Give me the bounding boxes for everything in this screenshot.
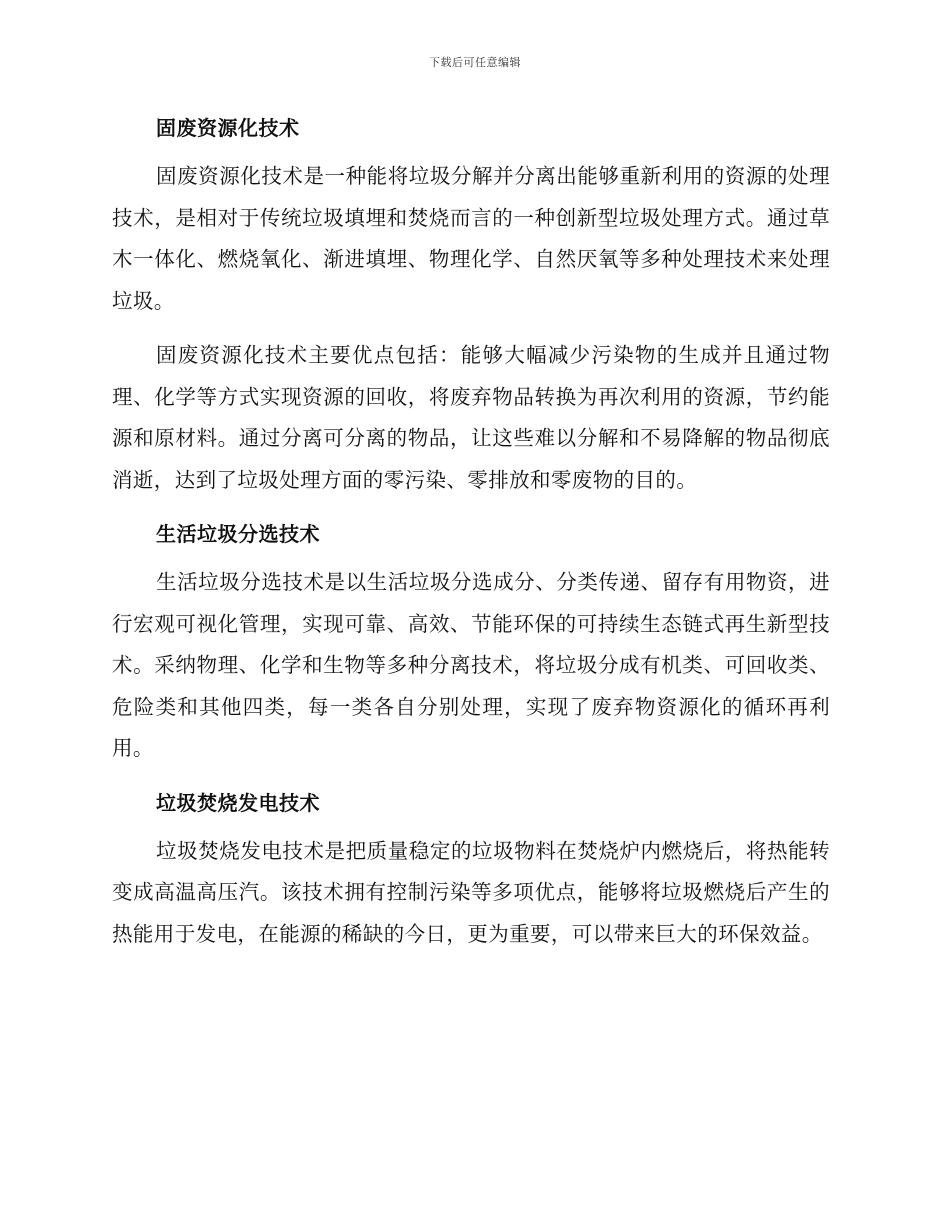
section-heading-sorting: 生活垃圾分选技术: [156, 522, 320, 546]
paragraph: 固废资源化技术是一种能将垃圾分解并分离出能够重新利用的资源的处理技术，是相对于传统垃圾填埋和焚烧而言的一种创新型垃圾处理方式。通过草木一体化、燃烧氧化、渐进填埋、物理化学、自然厌氧等多种处理技术来处理垃圾。: [112, 164, 830, 313]
section-heading-solid-waste: 固废资源化技术: [156, 116, 300, 140]
header-note: 下载后可任意编辑: [429, 56, 521, 69]
paragraph: 固废资源化技术主要优点包括：能够大幅减少污染物的生成并且通过物理、化学等方式实现资源的回收，将废弃物品转换为再次利用的资源，节约能源和原材料。通过分离可分离的物品，让这些难以分解和不易降解的物品彻底消逝，达到了垃圾处理方面的零污染、零排放和零废物的目的。: [112, 343, 830, 492]
document-body: [112, 108, 830, 968]
section-heading-incineration: 垃圾焚烧发电技术: [156, 790, 320, 815]
paragraph: 垃圾焚烧发电技术是把质量稳定的垃圾物料在焚烧炉内燃烧后，将热能转变成高温高压汽。该技术拥有控制污染等多项优点，能够将垃圾燃烧后产生的热能用于发电，在能源的稀缺的今日，更为重要，可以带来巨大的环保效益。: [112, 838, 830, 946]
paragraph: 生活垃圾分选技术是以生活垃圾分选成分、分类传递、留存有用物资，进行宏观可视化管理，实现可靠、高效、节能环保的可持续生态链式再生新型技术。采纳物理、化学和生物等多种分离技术，将垃圾分成有机类、可回收类、危险类和其他四类，每一类各自分别处理，实现了废弃物资源化的循环再利用。: [112, 570, 830, 760]
